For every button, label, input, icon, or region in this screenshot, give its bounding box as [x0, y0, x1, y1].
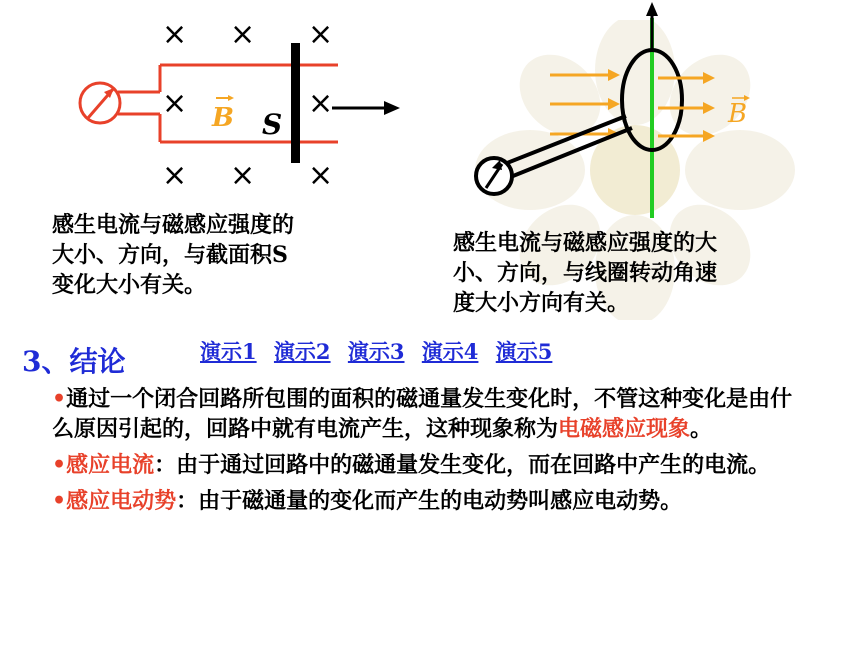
sliding-bar — [291, 43, 300, 163]
section-heading: 3、结论 — [22, 345, 126, 378]
caption-line: 感生电流与磁感应强度的大 — [453, 230, 718, 256]
right-coil-diagram — [460, 0, 780, 225]
demo-links — [200, 336, 562, 366]
left-circuit-diagram — [70, 10, 410, 200]
b-field-label: B — [728, 99, 748, 129]
caption-line: 感生电流与磁感应强度的 — [52, 212, 295, 238]
velocity-arrow — [384, 101, 400, 115]
area-s-label: S — [262, 108, 283, 141]
field-cross: × — [162, 17, 188, 52]
field-cross: × — [162, 86, 188, 121]
rotation-axis-arrow — [646, 2, 658, 16]
field-cross: × — [230, 17, 256, 52]
conclusion-list — [52, 384, 797, 516]
conclusion-text: ：由于通过回路中的磁通量发生变化，而在回路中产生的电流。 — [154, 452, 771, 478]
b-field-label: B — [212, 103, 234, 133]
conclusion-item — [52, 450, 797, 480]
key-term: 感应电动势 — [66, 488, 177, 514]
left-caption — [52, 210, 392, 300]
field-cross: × — [162, 158, 188, 193]
caption-line: 大小、方向，与截面积S — [52, 242, 288, 268]
bullet: • — [52, 488, 67, 514]
conclusion-text: ：由于磁通量的变化而产生的电动势叫感应电动势。 — [176, 488, 683, 514]
demo-link-4[interactable]: 演示4 — [421, 339, 479, 364]
conclusion-item — [52, 384, 797, 444]
caption-line: 度大小方向有关。 — [453, 290, 630, 316]
field-cross: × — [308, 17, 334, 52]
demo-link-1[interactable]: 演示1 — [200, 339, 257, 364]
conclusion-text: 通过一个闭合回路所包围的面积的磁通量发生变化时，不管这种变化是由什么原因引起的，回路中就有电流产生，这种现象称为 — [52, 386, 793, 442]
galvanometer-icon — [476, 158, 512, 194]
field-cross: × — [308, 86, 334, 121]
demo-link-2[interactable]: 演示2 — [273, 339, 331, 364]
demo-link-3[interactable]: 演示3 — [347, 339, 405, 364]
caption-line: 变化大小有关。 — [52, 272, 207, 298]
bullet: • — [52, 386, 67, 412]
key-term: 感应电流 — [66, 452, 155, 478]
conclusion-item — [52, 486, 797, 516]
bullet: • — [52, 452, 67, 478]
field-cross: × — [308, 158, 334, 193]
field-cross: × — [230, 158, 256, 193]
right-caption — [453, 228, 813, 318]
key-term: 电磁感应现象 — [558, 416, 691, 442]
demo-link-5[interactable]: 演示5 — [495, 339, 553, 364]
conclusion-tail: 。 — [690, 416, 713, 442]
caption-line: 小、方向，与线圈转动角速 — [453, 260, 718, 286]
galvanometer-icon — [80, 83, 120, 123]
